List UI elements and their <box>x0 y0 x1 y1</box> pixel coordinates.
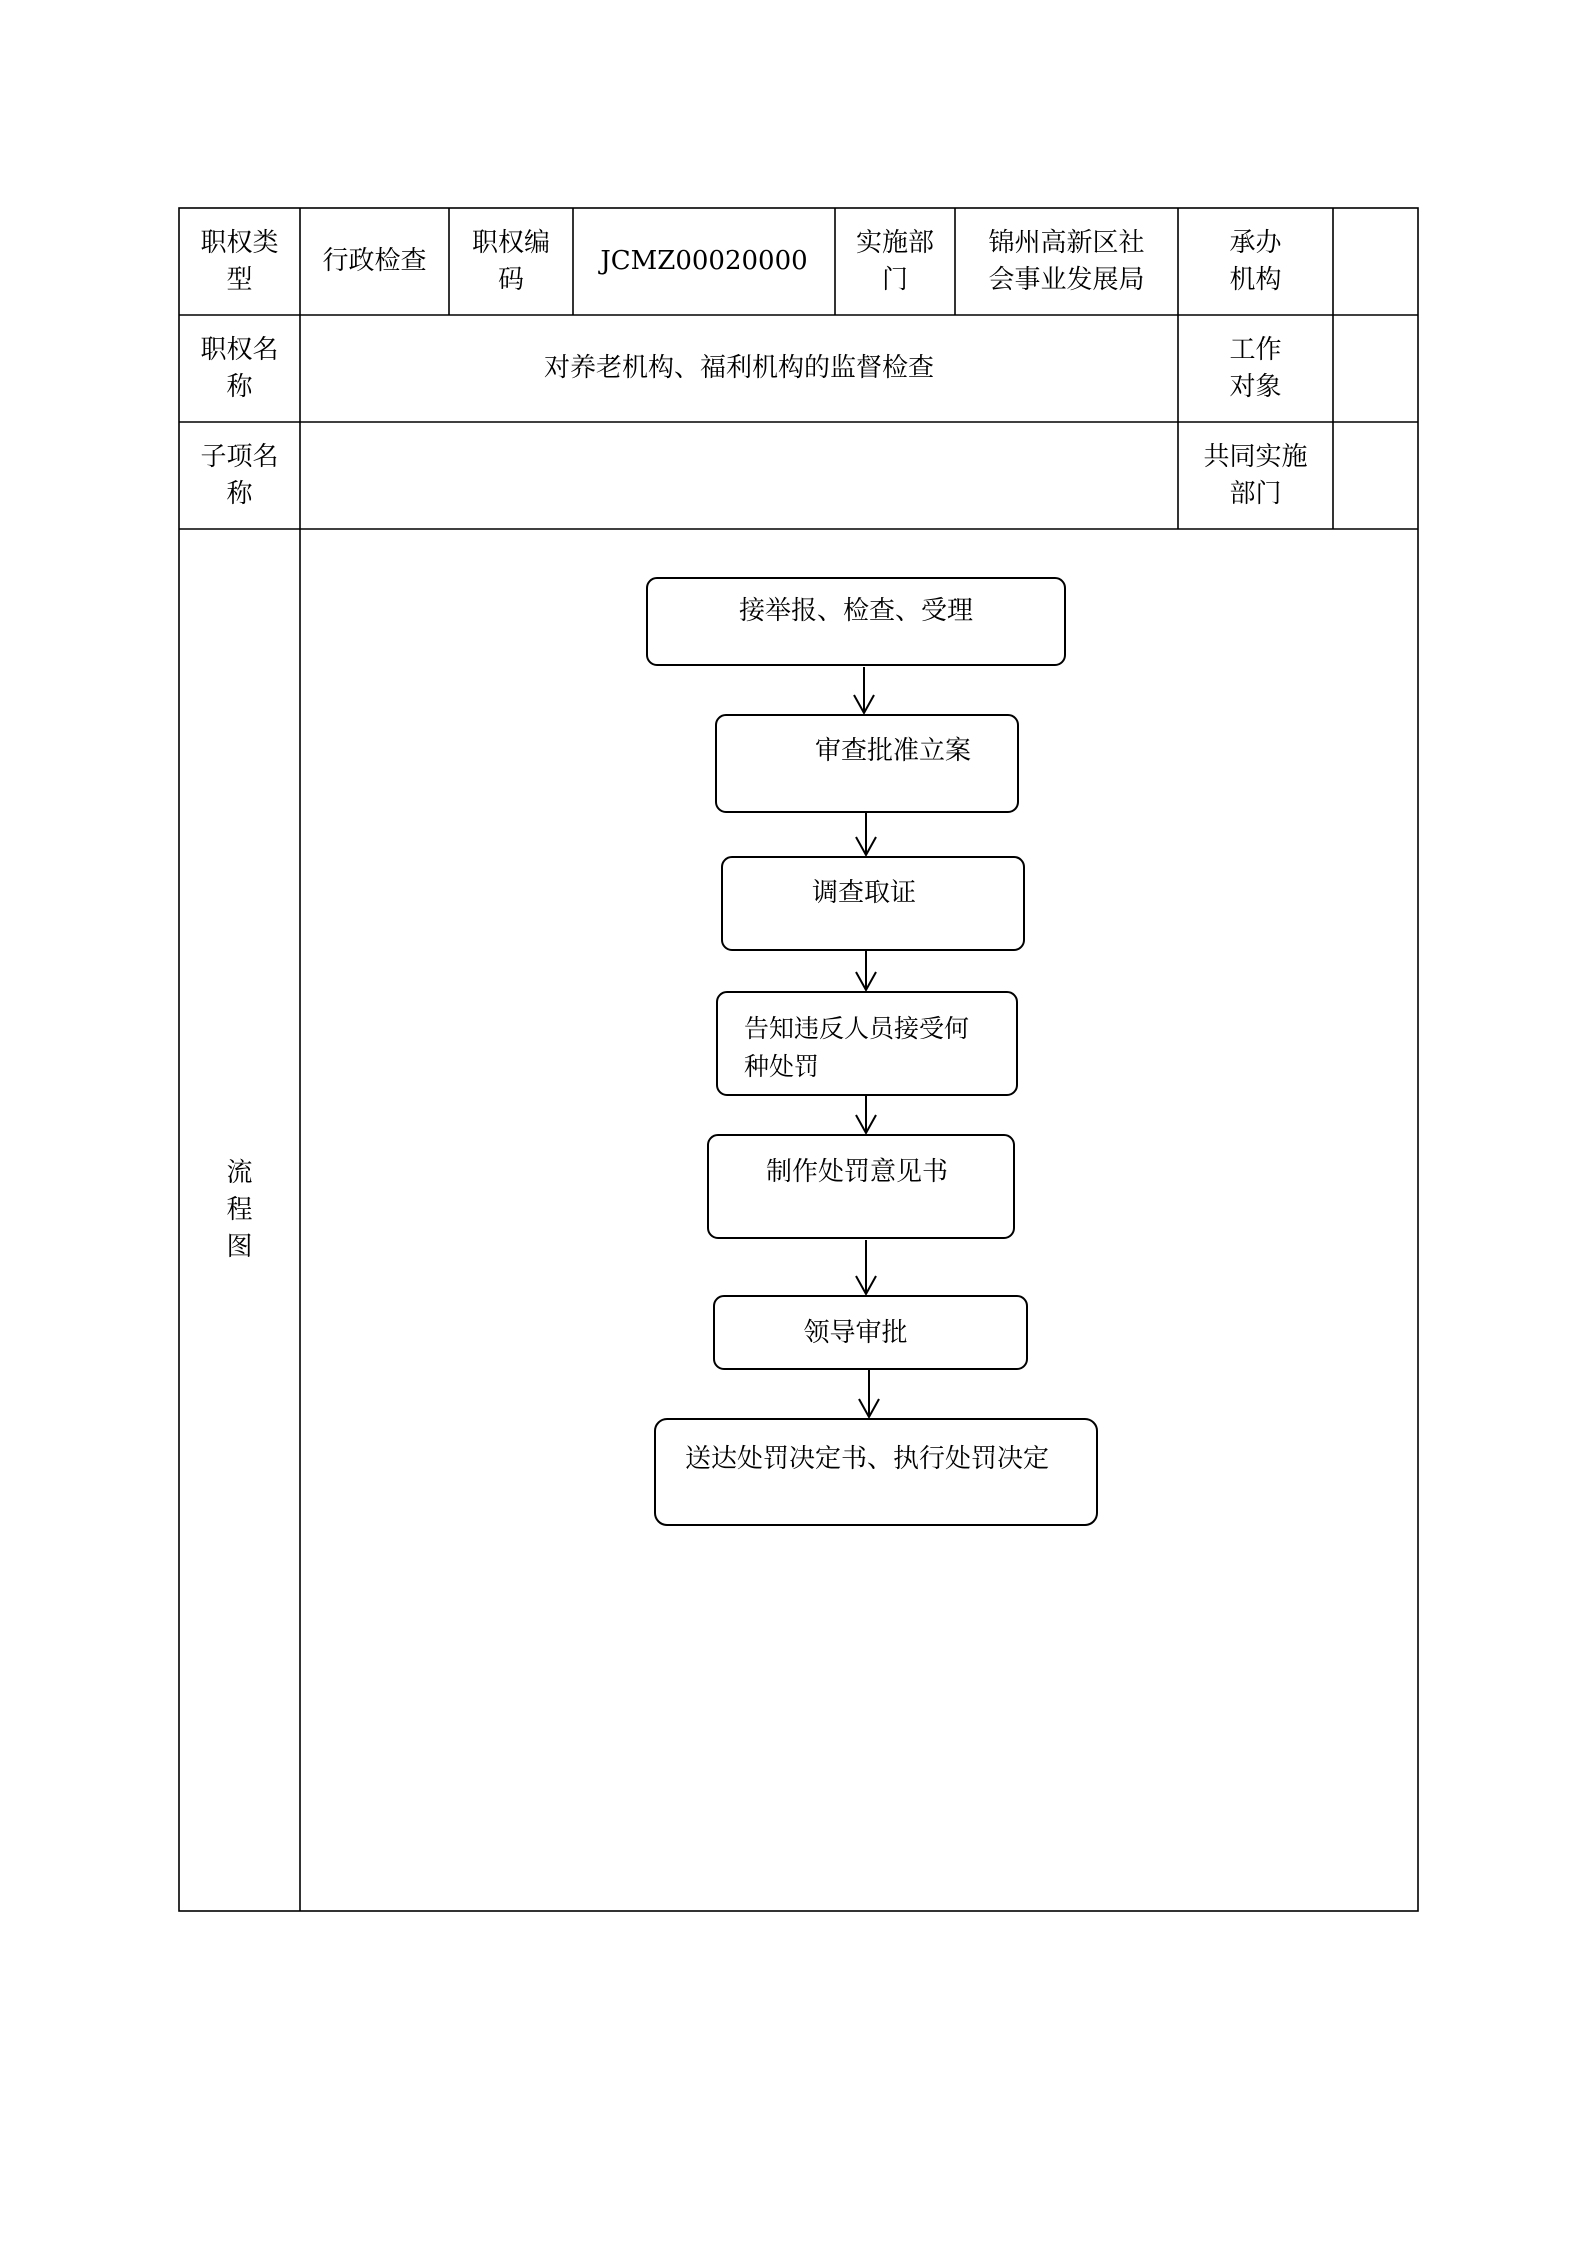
joint-dept-label: 共同实施 部门 <box>1203 441 1308 509</box>
flow-arrow-1 <box>854 667 874 713</box>
flow-step-7: 送达处罚决定书、执行处罚决定 <box>684 1444 1049 1474</box>
flow-arrow-5 <box>856 1240 876 1294</box>
flow-step-4: 告知违反人员接受何 种处罚 <box>744 1014 970 1081</box>
sub-item-value <box>300 422 1178 529</box>
authority-code-value: JCMZ00020000 <box>600 246 808 276</box>
flowchart-section-label: 流 程 图 <box>226 1157 253 1262</box>
authority-name-value: 对养老机构、福利机构的监督检查 <box>543 353 934 383</box>
flow-step-5: 制作处罚意见书 <box>765 1157 948 1187</box>
flow-step-3: 调查取证 <box>811 878 916 908</box>
implementing-dept-label: 实施部 门 <box>855 227 934 295</box>
flow-arrow-6 <box>859 1370 879 1417</box>
flow-step-2: 审查批准立案 <box>814 736 971 766</box>
authority-name-label: 职权名 称 <box>200 334 279 402</box>
implementing-dept-value: 锦州高新区社 会事业发展局 <box>988 227 1145 295</box>
flow-step-1: 接举报、检查、受理 <box>738 596 973 626</box>
authority-code-label: 职权编 码 <box>471 227 550 295</box>
sub-item-label: 子项名 称 <box>200 441 279 509</box>
flow-arrow-3 <box>856 951 876 990</box>
authority-type-value: 行政检查 <box>322 246 427 276</box>
authority-type-label: 职权类 型 <box>200 227 279 295</box>
work-object-label: 工作 对象 <box>1229 334 1282 402</box>
flow-step-6: 领导审批 <box>803 1318 908 1348</box>
flow-arrow-2 <box>856 813 876 855</box>
handling-org-label: 承办 机构 <box>1229 227 1282 295</box>
joint-dept-value <box>1333 422 1418 529</box>
flow-arrow-4 <box>856 1096 876 1133</box>
handling-org-value <box>1333 208 1418 315</box>
work-object-value <box>1333 315 1418 422</box>
